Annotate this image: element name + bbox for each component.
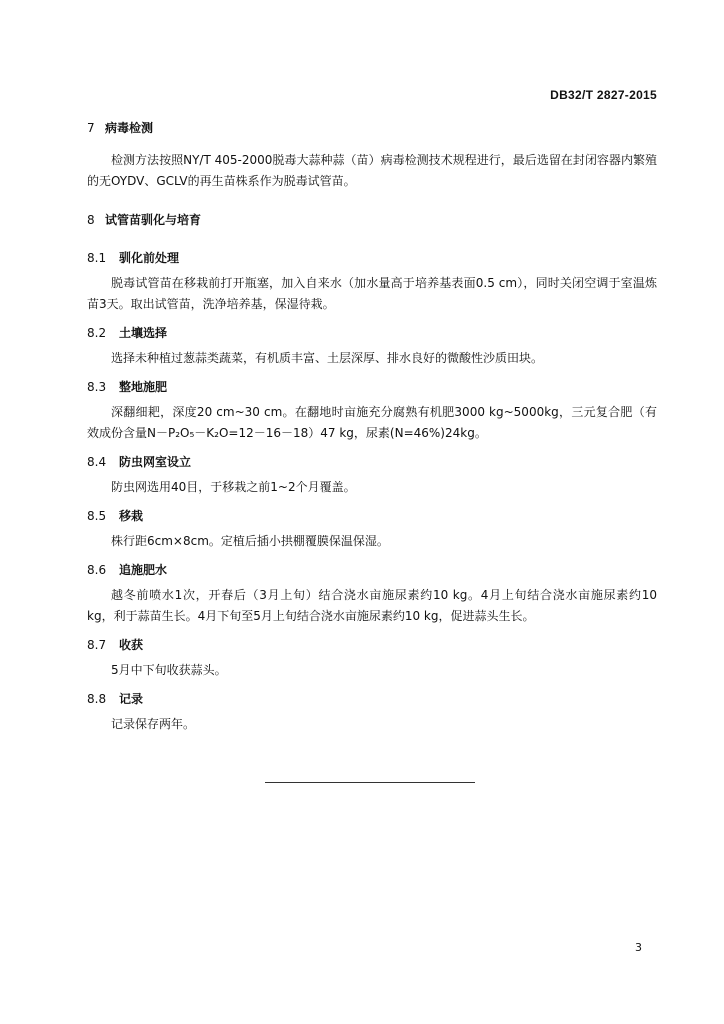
section-number: 8.1	[87, 251, 107, 265]
section-number: 8.8	[87, 692, 107, 706]
section-number: 8	[87, 213, 95, 227]
section-8-7-heading	[87, 635, 657, 655]
section-number: 8.7	[87, 638, 107, 652]
section-title: 试管苗驯化与培育	[105, 213, 202, 227]
section-8-3-paragraph: 深翻细耙，深度20 cm~30 cm。在翻地时亩施充分腐熟有机肥3000 kg~5000kg，三元复合肥（有效成份含量N－P₂O₅－K₂O=12－16－18）47 kg，尿素(N=46%)24kg。	[87, 405, 657, 440]
section-8-4-heading	[87, 452, 657, 472]
section-7-paragraph: 检测方法按照NY/T 405-2000脱毒大蒜种蒜（苗）病毒检测技术规程进行，最后选留在封闭容器内繁殖的无OYDV、GCLV的再生苗株系作为脱毒试管苗。	[87, 153, 657, 188]
section-title: 整地施肥	[119, 380, 168, 394]
section-8-1-paragraph: 脱毒试管苗在移栽前打开瓶塞，加入自来水（加水量高于培养基表面0.5 cm），同时关闭空调于室温炼苗3天。取出试管苗，洗净培养基，保湿待栽。	[87, 276, 657, 311]
section-8-5-heading	[87, 506, 657, 526]
section-number: 8.5	[87, 509, 107, 523]
section-number: 8.6	[87, 563, 107, 577]
section-number: 8.4	[87, 455, 107, 469]
section-title: 记录	[119, 692, 144, 706]
document-body	[87, 118, 657, 735]
section-title: 防虫网室设立	[119, 455, 192, 469]
section-8-4-paragraph: 防虫网选用40目，于移栽之前1~2个月覆盖。	[111, 480, 356, 494]
section-8-1-heading	[87, 248, 657, 268]
section-8-8-heading	[87, 689, 657, 709]
document-code: DB32/T 2827-2015	[550, 88, 657, 102]
end-rule	[265, 782, 475, 783]
section-8-2-heading	[87, 323, 657, 343]
section-title: 追施肥水	[119, 563, 168, 577]
section-title: 病毒检测	[105, 121, 154, 135]
section-title: 移栽	[119, 509, 144, 523]
section-8-5-paragraph: 株行距6cm×8cm。定植后插小拱棚覆膜保温保湿。	[111, 534, 389, 548]
page-number: 3	[635, 941, 642, 954]
section-number: 8.3	[87, 380, 107, 394]
section-8-8-paragraph: 记录保存两年。	[111, 717, 196, 731]
section-8-3-heading	[87, 377, 657, 397]
section-8-heading	[87, 210, 657, 230]
section-8-2-paragraph: 选择未种植过葱蒜类蔬菜，有机质丰富、土层深厚、排水良好的微酸性沙质田块。	[111, 351, 544, 365]
section-8-6-paragraph: 越冬前喷水1次，开春后（3月上旬）结合浇水亩施尿素约10 kg。4月上旬结合浇水亩施尿素约10 kg，利于蒜苗生长。4月下旬至5月上旬结合浇水亩施尿素约10 kg，促进蒜头生长。	[87, 588, 657, 623]
section-7-heading	[87, 118, 657, 138]
section-8-7-paragraph: 5月中下旬收获蒜头。	[111, 663, 227, 677]
section-number: 7	[87, 121, 95, 135]
section-title: 土壤选择	[119, 326, 168, 340]
section-title: 收获	[119, 638, 144, 652]
section-8-6-heading	[87, 560, 657, 580]
section-title: 驯化前处理	[119, 251, 180, 265]
section-number: 8.2	[87, 326, 107, 340]
